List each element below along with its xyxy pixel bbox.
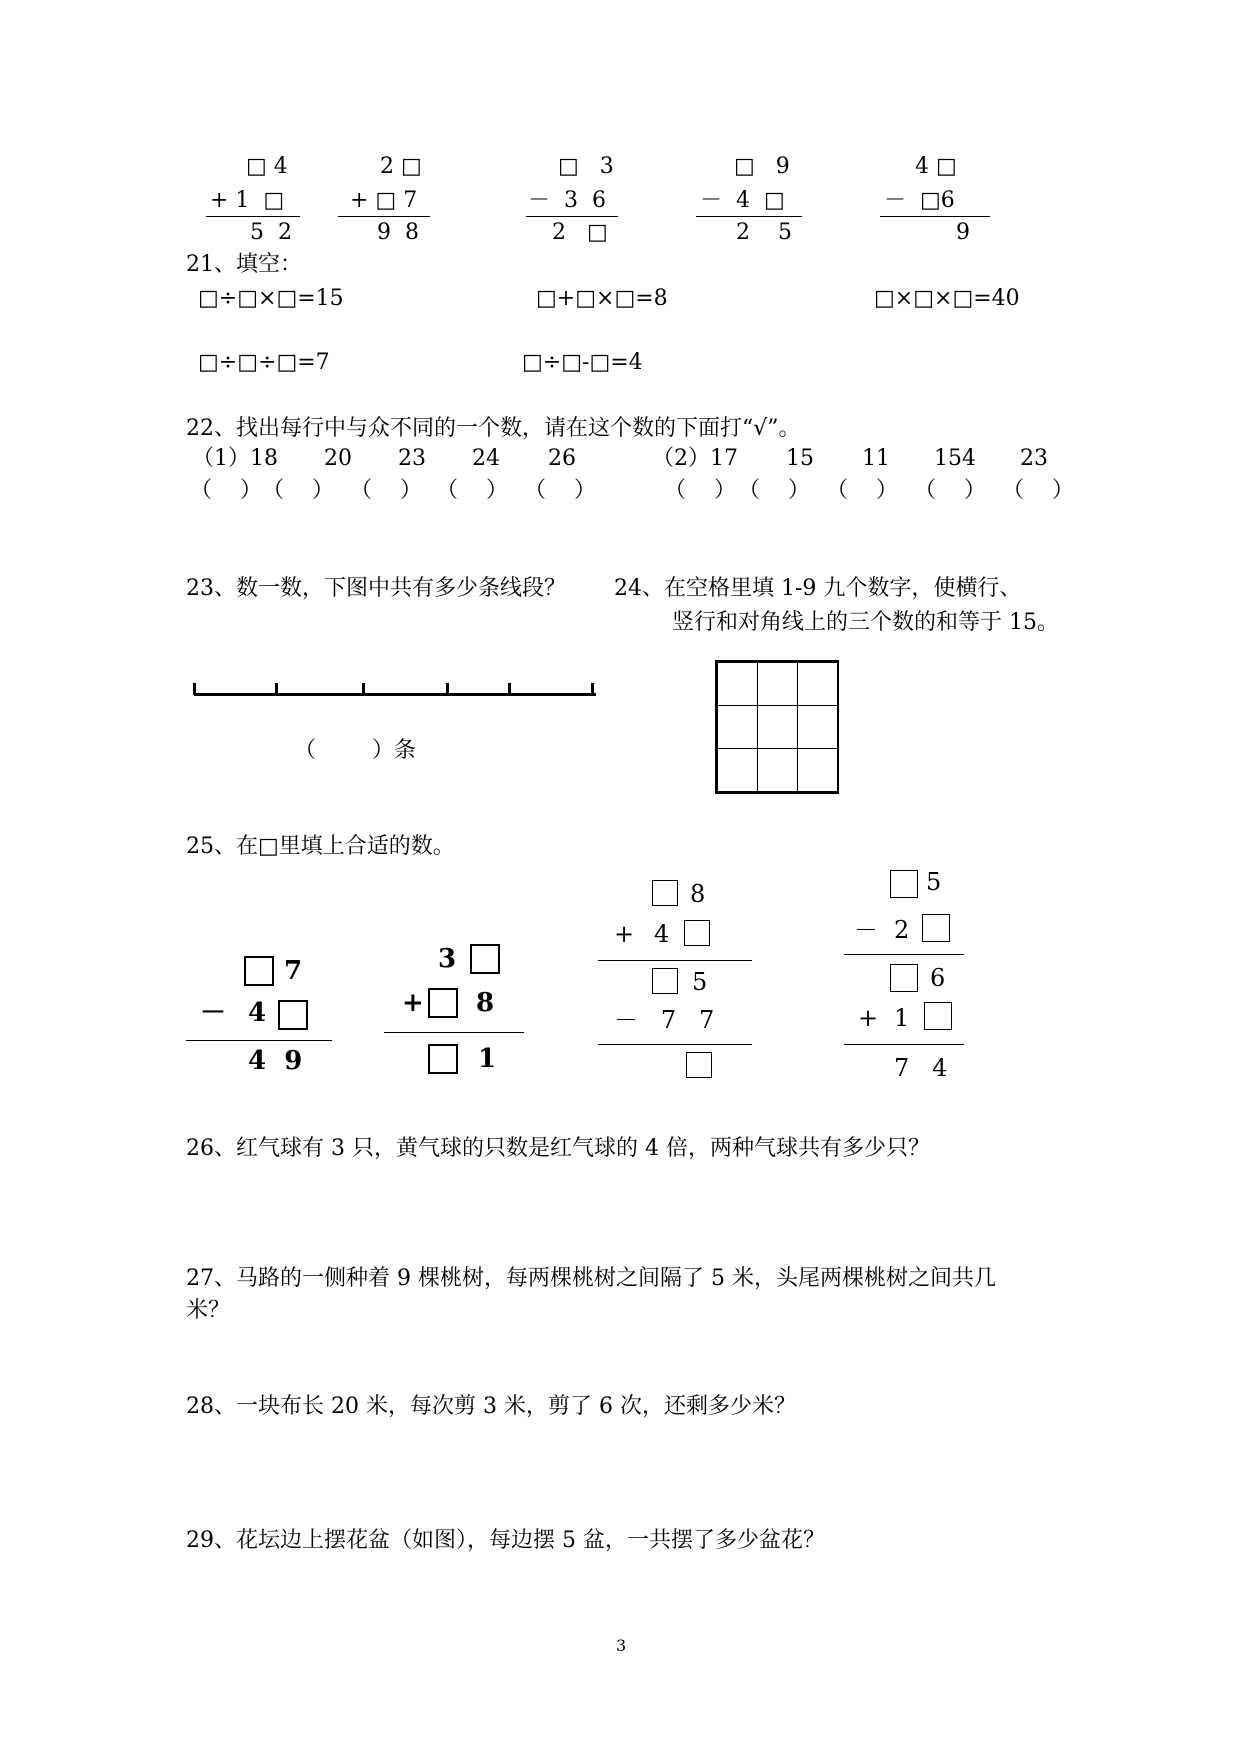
vp3-mid: － 3 6 xyxy=(528,188,606,213)
q28-text: 28、一块布长 20 米，每次剪 3 米，剪了 6 次，还剩多少米？ xyxy=(186,1394,796,1419)
digits: － 7 7 xyxy=(614,1006,715,1034)
vp2-bottom: 9 8 xyxy=(377,220,419,245)
digit: 5 xyxy=(926,868,942,896)
answer-paren[interactable]: （ ） xyxy=(436,478,508,503)
q25-title: 25、在□里填上合适的数。 xyxy=(186,834,455,859)
digit: 8 xyxy=(690,880,706,908)
q22-num: 11 xyxy=(862,446,890,471)
vp5-bottom: 9 xyxy=(956,220,970,245)
answer-paren[interactable]: （ ） xyxy=(914,478,986,503)
vp4-mid: － 4 □ xyxy=(700,188,785,213)
q22-num: 154 xyxy=(934,446,976,471)
digit: 8 xyxy=(476,988,495,1018)
vp4-bottom: 2 5 xyxy=(736,220,792,245)
answer-paren[interactable]: （ ） xyxy=(262,478,334,503)
q22-title: 22、找出每行中与众不同的一个数，请在这个数的下面打“√”。 xyxy=(186,416,801,441)
q24-title-line1: 24、在空格里填 1-9 九个数字，使横行、 xyxy=(614,576,1022,601)
digits: 7 4 xyxy=(894,1054,948,1082)
blank-box[interactable] xyxy=(244,956,274,986)
blank-box[interactable] xyxy=(428,988,458,1018)
q22-row2-label: （2） xyxy=(652,446,710,471)
grid-cell[interactable] xyxy=(757,705,798,749)
grid-cell[interactable] xyxy=(797,748,838,792)
answer-paren[interactable]: （ ） xyxy=(524,478,596,503)
q22-row1-label: （1） xyxy=(192,446,250,471)
q21-item: □÷□-□=4 xyxy=(522,350,643,375)
q22-num: 17 xyxy=(710,446,738,471)
blank-box[interactable] xyxy=(470,944,500,974)
answer-paren[interactable]: （ ） xyxy=(1002,478,1074,503)
sign: － xyxy=(854,916,878,944)
digit: 5 xyxy=(692,968,708,996)
q23-answer[interactable]: （ ）条 xyxy=(294,738,416,763)
grid-cell[interactable] xyxy=(757,662,798,706)
digit: 4 xyxy=(654,920,670,948)
grid-cell[interactable] xyxy=(717,748,758,792)
answer-paren[interactable]: （ ） xyxy=(190,478,262,503)
digit: 7 xyxy=(284,956,303,986)
vp3-top: □ 3 xyxy=(558,154,614,179)
blank-box[interactable] xyxy=(922,914,950,942)
q21-item: □÷□×□=15 xyxy=(198,286,344,311)
sign: － xyxy=(200,998,227,1028)
blank-box[interactable] xyxy=(684,920,710,946)
q27-text-line1: 27、马路的一侧种着 9 棵桃树，每两棵桃树之间隔了 5 米，头尾两棵桃树之间共几 xyxy=(186,1266,996,1291)
q21-item: □÷□÷□=7 xyxy=(198,350,330,375)
digit: 2 xyxy=(894,916,910,944)
q21-title: 21、填空： xyxy=(186,252,302,277)
vp2-top: 2 □ xyxy=(380,154,422,179)
answer-paren[interactable]: （ ） xyxy=(350,478,422,503)
blank-box[interactable] xyxy=(924,1002,952,1030)
vp5-top: 4 □ xyxy=(915,154,957,179)
grid-cell[interactable] xyxy=(717,705,758,749)
page-number: 3 xyxy=(616,1636,627,1655)
q22-num: 24 xyxy=(472,446,500,471)
sign: + xyxy=(614,920,635,948)
blank-box[interactable] xyxy=(652,880,678,906)
q22-num: 15 xyxy=(786,446,814,471)
q21-item: □+□×□=8 xyxy=(536,286,668,311)
blank-box[interactable] xyxy=(428,1044,458,1074)
blank-box[interactable] xyxy=(686,1052,712,1078)
answer-paren[interactable]: （ ） xyxy=(826,478,898,503)
q22-num: 20 xyxy=(324,446,352,471)
q29-text: 29、花坛边上摆花盆（如图），每边摆 5 盆，一共摆了多少盆花？ xyxy=(186,1528,825,1553)
digit: 1 xyxy=(894,1004,910,1032)
sign: + xyxy=(402,988,424,1018)
blank-box[interactable] xyxy=(890,964,918,992)
vp1-top: □ 4 xyxy=(246,154,288,179)
q22-num: 26 xyxy=(548,446,576,471)
vp1-mid: + 1 □ xyxy=(210,188,285,213)
sign: + xyxy=(858,1004,879,1032)
vp5-mid: － □6 xyxy=(884,188,955,213)
blank-box[interactable] xyxy=(890,870,918,898)
digit: 1 xyxy=(478,1044,497,1074)
q22-num: 23 xyxy=(1020,446,1048,471)
digit: 4 xyxy=(248,998,267,1028)
magic-square-grid xyxy=(715,660,839,794)
vp1-bottom: 5 2 xyxy=(250,220,292,245)
digit: 3 xyxy=(438,944,457,974)
vp3-bottom: 2 □ xyxy=(552,220,608,245)
q24-title-line2: 竖行和对角线上的三个数的和等于 15。 xyxy=(672,610,1059,635)
blank-box[interactable] xyxy=(278,1000,308,1030)
answer-paren[interactable]: （ ） xyxy=(738,478,810,503)
vp2-mid: + □ 7 xyxy=(350,188,418,213)
vp4-top: □ 9 xyxy=(734,154,790,179)
q27-text-line2: 米？ xyxy=(186,1298,231,1323)
answer-paren[interactable]: （ ） xyxy=(664,478,736,503)
digit: 6 xyxy=(930,964,946,992)
digits: 4 9 xyxy=(248,1046,303,1076)
q22-num: 23 xyxy=(398,446,426,471)
blank-box[interactable] xyxy=(652,968,678,994)
q23-title: 23、数一数，下图中共有多少条线段？ xyxy=(186,576,566,601)
q21-item: □×□×□=40 xyxy=(874,286,1020,311)
grid-cell[interactable] xyxy=(757,748,798,792)
q26-text: 26、红气球有 3 只，黄气球的只数是红气球的 4 倍，两种气球共有多少只？ xyxy=(186,1136,930,1161)
grid-cell[interactable] xyxy=(797,662,838,706)
grid-cell[interactable] xyxy=(797,705,838,749)
grid-cell[interactable] xyxy=(717,662,758,706)
q22-num: 18 xyxy=(250,446,278,471)
